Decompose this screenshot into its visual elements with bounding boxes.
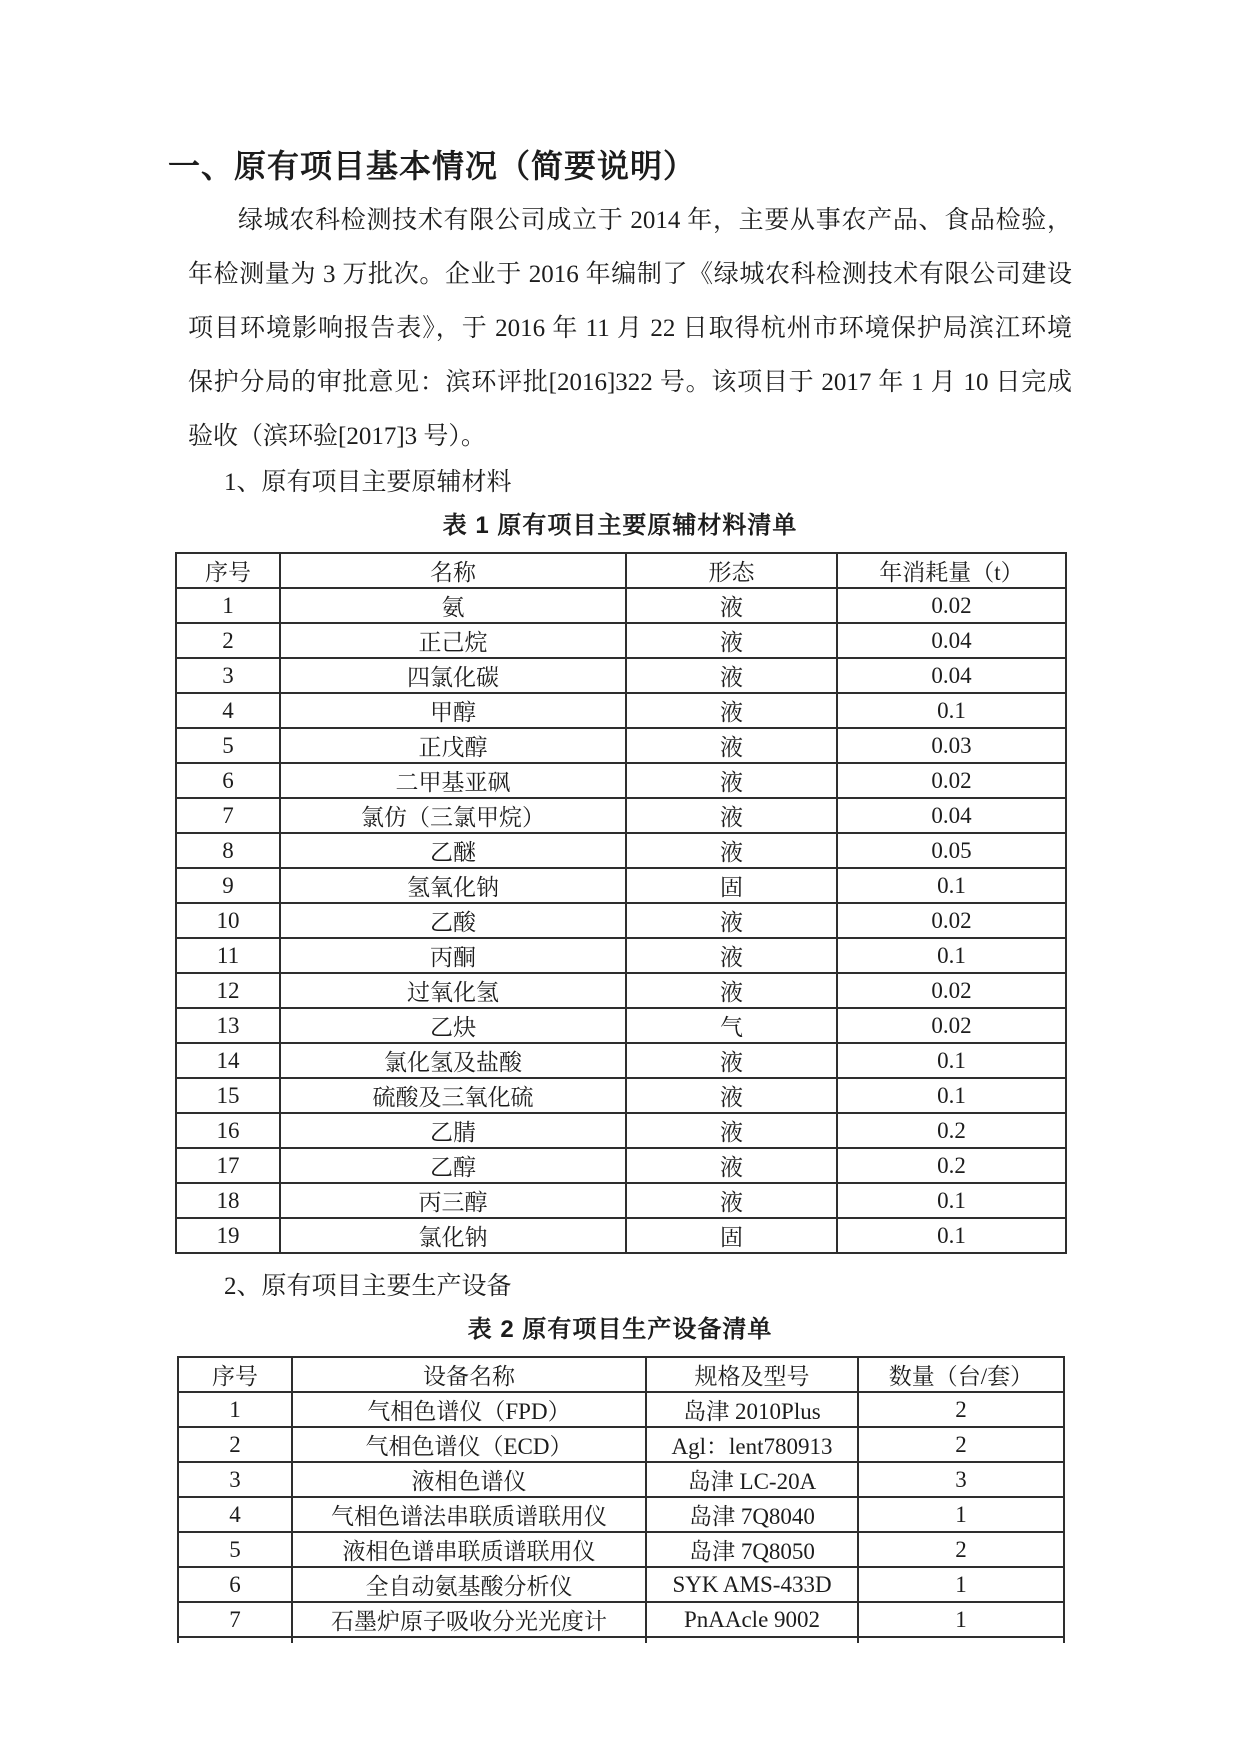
- table-row: [178, 1462, 1064, 1497]
- table-row: [176, 1148, 1066, 1183]
- table-cell: 13: [176, 1008, 280, 1043]
- table-cell: [646, 1637, 858, 1643]
- table-cell: 过氧化氢: [280, 973, 626, 1008]
- table-cell: 石墨炉原子吸收分光光度计: [292, 1602, 646, 1637]
- table-cell: 0.1: [837, 868, 1066, 903]
- table1-title: 表 1 原有项目主要原辅材料清单: [442, 512, 798, 539]
- column-header: 年消耗量（t）: [837, 553, 1066, 588]
- table-cell: 12: [176, 973, 280, 1008]
- section-heading: 一、原有项目基本情况（简要说明）: [168, 148, 697, 184]
- table-cell: 2: [178, 1427, 292, 1462]
- table-row: [178, 1602, 1064, 1637]
- table-cell: 0.1: [837, 1078, 1066, 1113]
- table-cell: 液: [626, 693, 837, 728]
- paragraph-line: 验收（滨环验[2017]3 号）。: [188, 423, 486, 450]
- table-cell: 气: [626, 1008, 837, 1043]
- table-cell: 1: [858, 1567, 1064, 1602]
- table-cell: 液: [626, 1113, 837, 1148]
- table-row: [176, 973, 1066, 1008]
- table-row: [176, 833, 1066, 868]
- table-cell: 0.04: [837, 798, 1066, 833]
- table-row: [176, 798, 1066, 833]
- table-cell: 氯仿（三氯甲烷）: [280, 798, 626, 833]
- paragraph-line: 绿城农科检测技术有限公司成立于 2014 年，主要从事农产品、食品检验，: [238, 207, 1072, 234]
- table-cell: 液: [626, 938, 837, 973]
- table-cell: 四氯化碳: [280, 658, 626, 693]
- materials-table-body: [176, 588, 1066, 1253]
- table-cell: 0.04: [837, 658, 1066, 693]
- table-cell: 3: [858, 1462, 1064, 1497]
- subheading-materials: 1、原有项目主要原辅材料: [224, 469, 512, 496]
- table-row: [176, 1078, 1066, 1113]
- table-cell: 1: [178, 1392, 292, 1427]
- table-cell: [292, 1637, 646, 1643]
- table-cell: 液: [626, 658, 837, 693]
- table-row: [178, 1567, 1064, 1602]
- table-cell: 液: [626, 1078, 837, 1113]
- table-cell: 10: [176, 903, 280, 938]
- table-cell: 0.02: [837, 973, 1066, 1008]
- table-cell: [178, 1637, 292, 1643]
- table-cell: 液: [626, 903, 837, 938]
- table-cell: 液: [626, 623, 837, 658]
- table-cell: 氨: [280, 588, 626, 623]
- table-cell: 2: [176, 623, 280, 658]
- table-cell: 2: [858, 1427, 1064, 1462]
- table-cell: 甲醇: [280, 693, 626, 728]
- table-cell: 液: [626, 763, 837, 798]
- equipment-table-body: [178, 1392, 1064, 1637]
- table-row: [176, 588, 1066, 623]
- table-cell: 1: [176, 588, 280, 623]
- column-header: 规格及型号: [646, 1357, 858, 1392]
- table-cell: 16: [176, 1113, 280, 1148]
- table-cell: 岛津 LC-20A: [646, 1462, 858, 1497]
- table-cell: 7: [178, 1602, 292, 1637]
- table-cell: 0.2: [837, 1113, 1066, 1148]
- table-cell: 氯化氢及盐酸: [280, 1043, 626, 1078]
- equipment-table: [177, 1356, 1065, 1643]
- table-cell: 3: [176, 658, 280, 693]
- table-cell: 0.1: [837, 1043, 1066, 1078]
- table-cell: 0.1: [837, 1183, 1066, 1218]
- table-row: [178, 1427, 1064, 1462]
- table-cell: 1: [858, 1497, 1064, 1532]
- table-cell: 丙三醇: [280, 1183, 626, 1218]
- table-header-row: [176, 553, 1066, 588]
- table-cell: 0.1: [837, 938, 1066, 973]
- table-cell: 液: [626, 588, 837, 623]
- table-cell: 液相色谱仪: [292, 1462, 646, 1497]
- table-cell: 0.1: [837, 693, 1066, 728]
- equipment-table-header: [178, 1357, 1064, 1392]
- table-cell: SYK AMS-433D: [646, 1567, 858, 1602]
- table-cell: PnAAcle 9002: [646, 1602, 858, 1637]
- table-cell: 7: [176, 798, 280, 833]
- table-cell: 液: [626, 1148, 837, 1183]
- table-cell: 15: [176, 1078, 280, 1113]
- table-cell: 液: [626, 1043, 837, 1078]
- subheading-equipment: 2、原有项目主要生产设备: [224, 1273, 512, 1300]
- table-cell: 0.02: [837, 588, 1066, 623]
- column-header: 形态: [626, 553, 837, 588]
- table-cell: 气相色谱法串联质谱联用仪: [292, 1497, 646, 1532]
- table-cell: 乙炔: [280, 1008, 626, 1043]
- table-cell: 液相色谱串联质谱联用仪: [292, 1532, 646, 1567]
- column-header: 设备名称: [292, 1357, 646, 1392]
- table-row: [176, 1218, 1066, 1253]
- table-cell: 液: [626, 798, 837, 833]
- paragraph-line: 年检测量为 3 万批次。企业于 2016 年编制了《绿城农科检测技术有限公司建设: [188, 261, 1072, 288]
- table-cell: 岛津 7Q8050: [646, 1532, 858, 1567]
- table-cell: 0.02: [837, 1008, 1066, 1043]
- table-cell: 固: [626, 868, 837, 903]
- table-cell: 9: [176, 868, 280, 903]
- table-row: [176, 1113, 1066, 1148]
- table-header-row: [178, 1357, 1064, 1392]
- table-cell: 0.03: [837, 728, 1066, 763]
- materials-table-header: [176, 553, 1066, 588]
- table-cell: 19: [176, 1218, 280, 1253]
- table-cell: 液: [626, 1183, 837, 1218]
- column-header: 名称: [280, 553, 626, 588]
- table-cell: 18: [176, 1183, 280, 1218]
- table-row: [176, 1008, 1066, 1043]
- table-cell: 4: [178, 1497, 292, 1532]
- clipped-row: [178, 1637, 1064, 1643]
- table-cell: 气相色谱仪（ECD）: [292, 1427, 646, 1462]
- table-row: [176, 728, 1066, 763]
- table-cell: 岛津 2010Plus: [646, 1392, 858, 1427]
- table-cell: 液: [626, 973, 837, 1008]
- table-cell: 0.2: [837, 1148, 1066, 1183]
- table-cell: 0.1: [837, 1218, 1066, 1253]
- table-cell: 乙醚: [280, 833, 626, 868]
- table-cell: 4: [176, 693, 280, 728]
- table-row: [176, 763, 1066, 798]
- column-header: 数量（台/套）: [858, 1357, 1064, 1392]
- table-cell: 丙酮: [280, 938, 626, 973]
- table-cell: 气相色谱仪（FPD）: [292, 1392, 646, 1427]
- table-row: [176, 938, 1066, 973]
- table-cell: 17: [176, 1148, 280, 1183]
- table-cell: 乙腈: [280, 1113, 626, 1148]
- column-header: 序号: [178, 1357, 292, 1392]
- table-row: [178, 1497, 1064, 1532]
- table-cell: Agl：lent780913: [646, 1427, 858, 1462]
- table-cell: 8: [176, 833, 280, 868]
- table-cell: 全自动氨基酸分析仪: [292, 1567, 646, 1602]
- table-cell: 乙酸: [280, 903, 626, 938]
- table-row: [176, 903, 1066, 938]
- table-cell: 二甲基亚砜: [280, 763, 626, 798]
- table-cell: 6: [176, 763, 280, 798]
- table-row: [176, 658, 1066, 693]
- table-row: [176, 693, 1066, 728]
- table-cell: 14: [176, 1043, 280, 1078]
- intro-paragraph: [188, 194, 1072, 464]
- table-row: [176, 1043, 1066, 1078]
- table-row: [176, 623, 1066, 658]
- table-cell: 岛津 7Q8040: [646, 1497, 858, 1532]
- table-cell: 0.04: [837, 623, 1066, 658]
- table-cell: 正己烷: [280, 623, 626, 658]
- table-cell: [858, 1637, 1064, 1643]
- table-cell: 正戊醇: [280, 728, 626, 763]
- table-cell: 0.02: [837, 763, 1066, 798]
- table-row: [178, 1392, 1064, 1427]
- table-cell: 5: [176, 728, 280, 763]
- table-cell: 5: [178, 1532, 292, 1567]
- table-row: [178, 1532, 1064, 1567]
- materials-table: [175, 552, 1067, 1254]
- table-cell: 2: [858, 1392, 1064, 1427]
- table-cell: 3: [178, 1462, 292, 1497]
- table-cell: 0.02: [837, 903, 1066, 938]
- table-cell: 固: [626, 1218, 837, 1253]
- table-cell: 6: [178, 1567, 292, 1602]
- table-cell: 0.05: [837, 833, 1066, 868]
- table-cell: 乙醇: [280, 1148, 626, 1183]
- table-cell: 液: [626, 833, 837, 868]
- column-header: 序号: [176, 553, 280, 588]
- table-cell: 氢氧化钠: [280, 868, 626, 903]
- table-row: [176, 868, 1066, 903]
- table-cell: 11: [176, 938, 280, 973]
- table2-title: 表 2 原有项目生产设备清单: [467, 1316, 773, 1343]
- paragraph-line: 项目环境影响报告表》，于 2016 年 11 月 22 日取得杭州市环境保护局滨江环境: [188, 315, 1072, 342]
- table-cell: 液: [626, 728, 837, 763]
- table-cell: 1: [858, 1602, 1064, 1637]
- table-cell: 氯化钠: [280, 1218, 626, 1253]
- table-row: [176, 1183, 1066, 1218]
- table-cell: 硫酸及三氧化硫: [280, 1078, 626, 1113]
- paragraph-line: 保护分局的审批意见：滨环评批[2016]322 号。该项目于 2017 年 1 月 10 日完成: [188, 369, 1072, 396]
- table-cell: 2: [858, 1532, 1064, 1567]
